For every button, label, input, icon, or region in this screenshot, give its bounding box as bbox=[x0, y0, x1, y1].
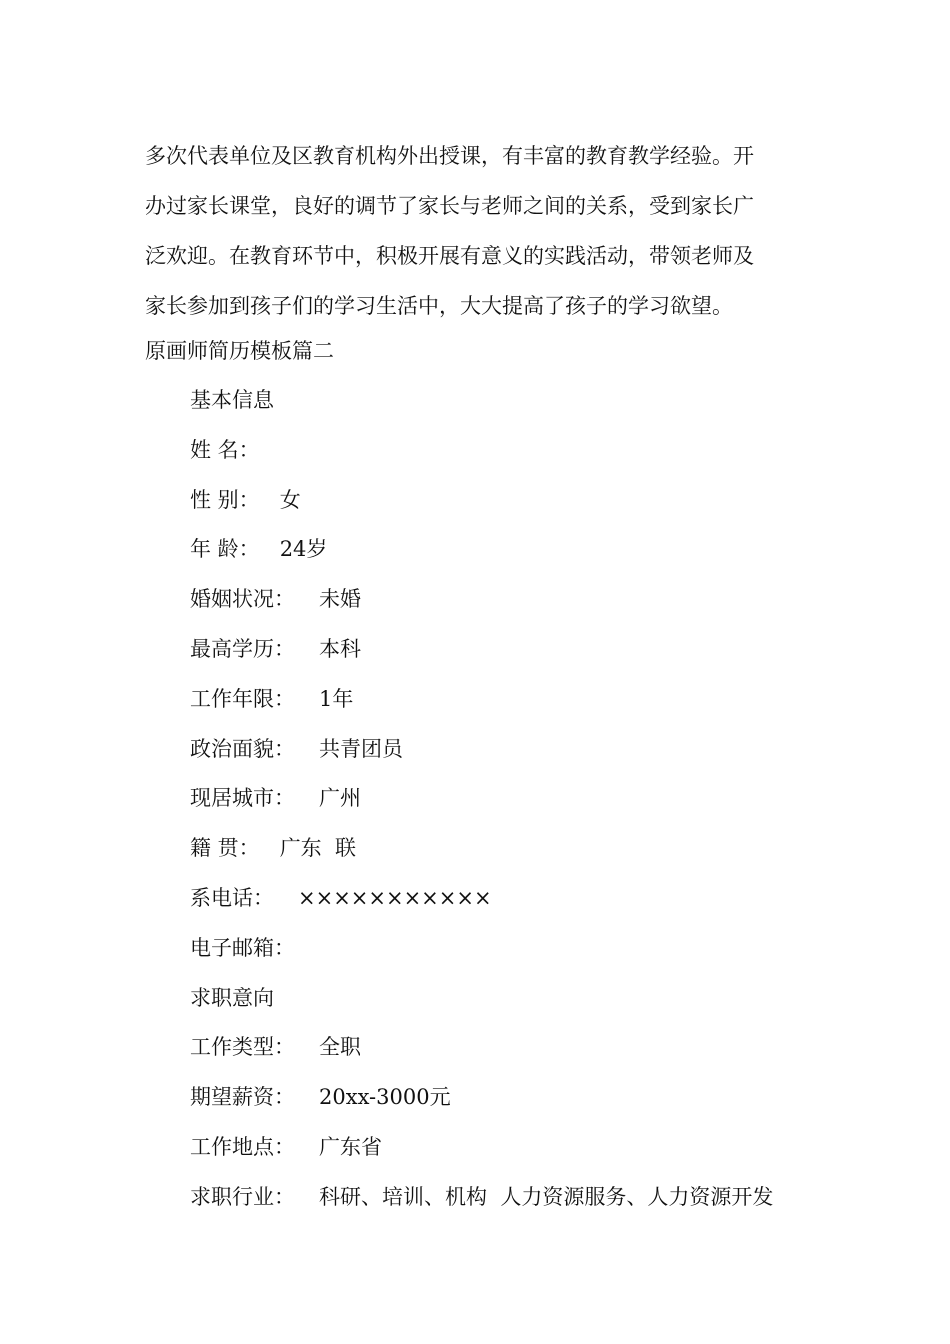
field-row-age bbox=[190, 525, 830, 575]
field-row-industry bbox=[190, 1173, 830, 1223]
field-row-phone bbox=[190, 874, 830, 924]
field-label: 姓 名： bbox=[190, 437, 260, 462]
field-label: 求职行业： bbox=[190, 1184, 295, 1209]
field-row-job-intention-heading bbox=[190, 974, 830, 1024]
field-row-current-city bbox=[190, 774, 830, 824]
field-row-gender bbox=[190, 476, 830, 526]
resume-field-list bbox=[190, 376, 830, 1223]
field-row-work-years bbox=[190, 675, 830, 725]
field-value: 广州 bbox=[319, 786, 361, 811]
field-value: 女 bbox=[279, 487, 301, 512]
field-value: 1年 bbox=[319, 686, 354, 711]
field-value: 广东省 bbox=[319, 1134, 382, 1159]
field-value: 24岁 bbox=[279, 537, 328, 562]
paragraph-line: 家长参加到孩子们的学习生活中，大大提高了孩子的学习欲望。 bbox=[145, 294, 733, 318]
field-label: 现居城市： bbox=[190, 786, 295, 811]
field-label: 年 龄： bbox=[190, 537, 260, 562]
field-value: 20xx-3000元 bbox=[319, 1085, 451, 1110]
field-label: 期望薪资： bbox=[190, 1085, 295, 1110]
paragraph-line: 多次代表单位及区教育机构外出授课，有丰富的教育教学经验。开 bbox=[145, 144, 754, 168]
field-label: 婚姻状况： bbox=[190, 587, 295, 612]
section-title: 原画师简历模板篇二 bbox=[145, 339, 334, 363]
field-value: 科研、培训、机构 人力资源服务、人力资源开发 bbox=[319, 1184, 774, 1209]
field-value: 本科 bbox=[319, 636, 361, 661]
paragraph-line: 办过家长课堂，良好的调节了家长与老师之间的关系，受到家长广 bbox=[145, 194, 754, 218]
intro-paragraph bbox=[145, 131, 815, 331]
field-value: 全职 bbox=[319, 1035, 361, 1060]
field-value: 共青团员 bbox=[319, 736, 403, 761]
field-row-email bbox=[190, 924, 830, 974]
field-row-marital-status bbox=[190, 575, 830, 625]
field-row-basic-info-heading bbox=[190, 376, 830, 426]
field-value: 广东 联 bbox=[279, 836, 357, 861]
field-label: 求职意向 bbox=[190, 985, 274, 1010]
field-row-expected-salary bbox=[190, 1073, 830, 1123]
field-row-native-place bbox=[190, 824, 830, 874]
field-row-education bbox=[190, 625, 830, 675]
field-row-job-type bbox=[190, 1023, 830, 1073]
field-label: 系电话： bbox=[190, 885, 274, 910]
field-label: 工作年限： bbox=[190, 686, 295, 711]
field-value: 未婚 bbox=[319, 587, 361, 612]
paragraph-line: 泛欢迎。在教育环节中，积极开展有意义的实践活动，带领老师及 bbox=[145, 244, 754, 268]
field-value: ××××××××××× bbox=[298, 885, 492, 910]
field-label: 籍 贯： bbox=[190, 836, 260, 861]
field-label: 工作地点： bbox=[190, 1134, 295, 1159]
field-label: 政治面貌： bbox=[190, 736, 295, 761]
field-label: 最高学历： bbox=[190, 636, 295, 661]
field-label: 基本信息 bbox=[190, 388, 274, 412]
field-label: 工作类型： bbox=[190, 1035, 295, 1060]
field-label: 电子邮箱： bbox=[190, 935, 295, 960]
field-row-political-status bbox=[190, 725, 830, 775]
field-row-name bbox=[190, 426, 830, 476]
field-row-work-location bbox=[190, 1123, 830, 1173]
field-label: 性 别： bbox=[190, 487, 260, 512]
